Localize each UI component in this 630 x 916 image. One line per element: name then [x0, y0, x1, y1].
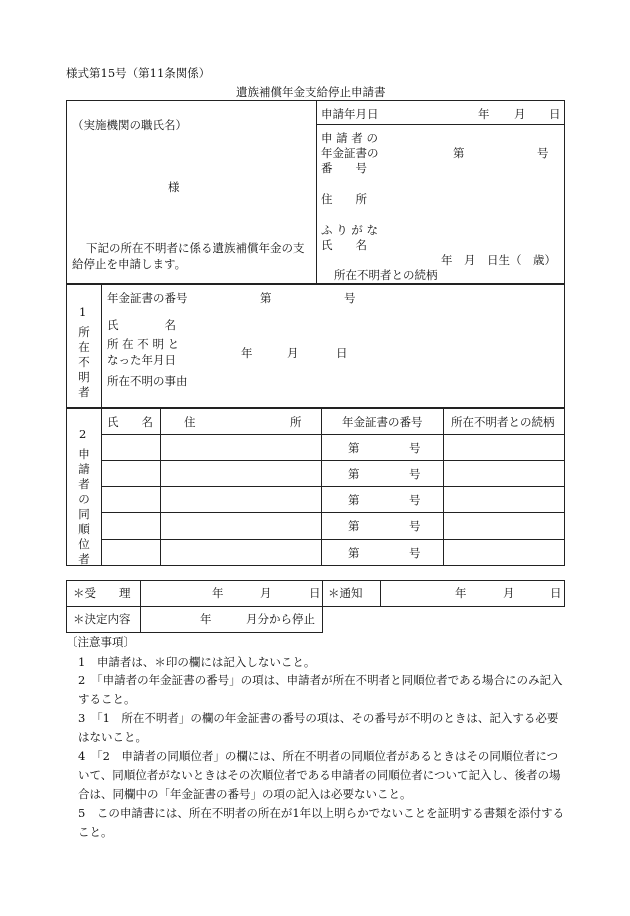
note-item: 5 この申請書には、所在不明者の所在が1年以上明らかでないことを証明する書類を添付すること。 — [78, 806, 565, 839]
section2-row-go: 号 — [409, 493, 421, 507]
application-date-year: 年 — [478, 107, 490, 121]
applicant-cert-go: 号 — [537, 146, 549, 160]
applicant-cert-dai: 第 — [453, 146, 465, 160]
section1-reason-label: 所在不明の事由 — [107, 374, 188, 388]
office-receipt-day: 日 — [309, 586, 321, 600]
office-notice-label: ＊通知 — [328, 586, 363, 600]
section1-heading-missing-person: 所 在 不 明 者 — [78, 325, 90, 399]
application-date-month: 月 — [514, 107, 526, 121]
section2-row-go: 号 — [409, 441, 421, 455]
section1-reason-field[interactable] — [200, 372, 560, 402]
note-item: 1 申請者は、＊印の欄には記入しないこと。 — [78, 655, 316, 669]
section1-missing-month: 月 — [287, 346, 299, 360]
section2-row-go: 号 — [409, 546, 421, 560]
section2-row-dai: 第 — [348, 441, 360, 455]
agency-name-field[interactable] — [72, 134, 310, 180]
applicant-address-field[interactable] — [380, 190, 560, 208]
applicant-cert-label-2: 年金証書の — [321, 146, 379, 160]
section1-cert-go: 号 — [344, 291, 356, 305]
application-statement-line2: 給停止を申請します。 — [72, 257, 187, 271]
section2-number: 2 — [79, 427, 87, 441]
office-decision-text: 年 月分から停止 — [200, 612, 315, 626]
note-item: 3 「1 所在不明者」の欄の年金証書の番号の項は、その番号が不明のときは、記入する必要はないこと。 — [78, 711, 559, 744]
office-receipt-label: ＊受 理 — [73, 586, 131, 600]
section1-missing-year: 年 — [241, 346, 253, 360]
form-title: 遺族補償年金支給停止申請書 — [236, 85, 386, 99]
section2-col-relation: 所在不明者との続柄 — [451, 415, 555, 429]
section2-heading-same-rank: 申 請 者 の 同 順 位 者 — [78, 447, 90, 566]
applicant-name-label: 氏 名 — [321, 238, 367, 252]
office-decision-label: ＊決定内容 — [73, 612, 131, 626]
notes-heading: 〔注意事項〕 — [66, 635, 135, 649]
section1-name-field[interactable] — [200, 315, 560, 335]
application-date-day: 日 — [549, 107, 561, 121]
section1-cert-label: 年金証書の番号 — [107, 291, 188, 305]
application-statement-line1: 下記の所在不明者に係る遺族補償年金の支 — [86, 241, 305, 255]
agency-name-label: （実施機関の職氏名） — [72, 118, 187, 132]
applicant-cert-label-3: 番 号 — [321, 161, 367, 175]
section2-row-go: 号 — [409, 519, 421, 533]
section2-col-name: 氏 名 — [107, 415, 153, 429]
section2-row-dai: 第 — [348, 519, 360, 533]
office-receipt-month: 月 — [260, 586, 272, 600]
section2-row-go: 号 — [409, 467, 421, 481]
section2-frame — [66, 408, 565, 566]
section1-missing-day: 日 — [336, 346, 348, 360]
section1-cert-dai: 第 — [260, 291, 272, 305]
form-number: 様式第15号（第11条関係） — [66, 66, 211, 80]
section1-name-label: 氏 名 — [107, 318, 176, 332]
applicant-relation-label: 所在不明者との続柄 — [334, 268, 438, 282]
application-date-label: 申請年月日 — [321, 107, 379, 121]
honorific-sama: 様 — [168, 180, 180, 194]
note-item: 2 「申請者の年金証書の番号」の項は、申請者が所在不明者と同順位者である場合にのみ記入すること。 — [78, 673, 563, 706]
note-item: 4 「2 申請者の同順位者」の欄には、所在不明者の同順位者があるときはその同順位者について、同順位者がないときはその次順位者である申請者の同順位者について記入し、後者の場合は、同欄中の「年金証書の番号」の項の記入は必要ないこと。 — [78, 749, 561, 801]
section1-number: 1 — [79, 305, 87, 319]
office-notice-month: 月 — [503, 586, 515, 600]
section1-missing-date-label-2: なった年月日 — [107, 353, 176, 367]
applicant-birth-date: 年 月 日生（ 歳） — [441, 253, 556, 267]
office-notice-day: 日 — [550, 586, 562, 600]
office-receipt-year: 年 — [212, 586, 224, 600]
section2-row-dai: 第 — [348, 493, 360, 507]
applicant-cert-label-1: 申 請 者 の — [321, 131, 378, 145]
section2-row-dai: 第 — [348, 546, 360, 560]
section2-col-address-2: 所 — [290, 415, 302, 429]
applicant-name-field[interactable] — [380, 222, 560, 252]
applicant-furigana-label: ふ り が な — [321, 223, 378, 237]
section2-col-cert: 年金証書の番号 — [342, 415, 423, 429]
section2-row-dai: 第 — [348, 467, 360, 481]
office-notice-year: 年 — [455, 586, 467, 600]
section2-col-address-1: 住 — [184, 415, 196, 429]
section1-missing-date-label-1: 所 在 不 明 と — [107, 337, 180, 351]
applicant-address-label: 住 所 — [321, 192, 367, 206]
